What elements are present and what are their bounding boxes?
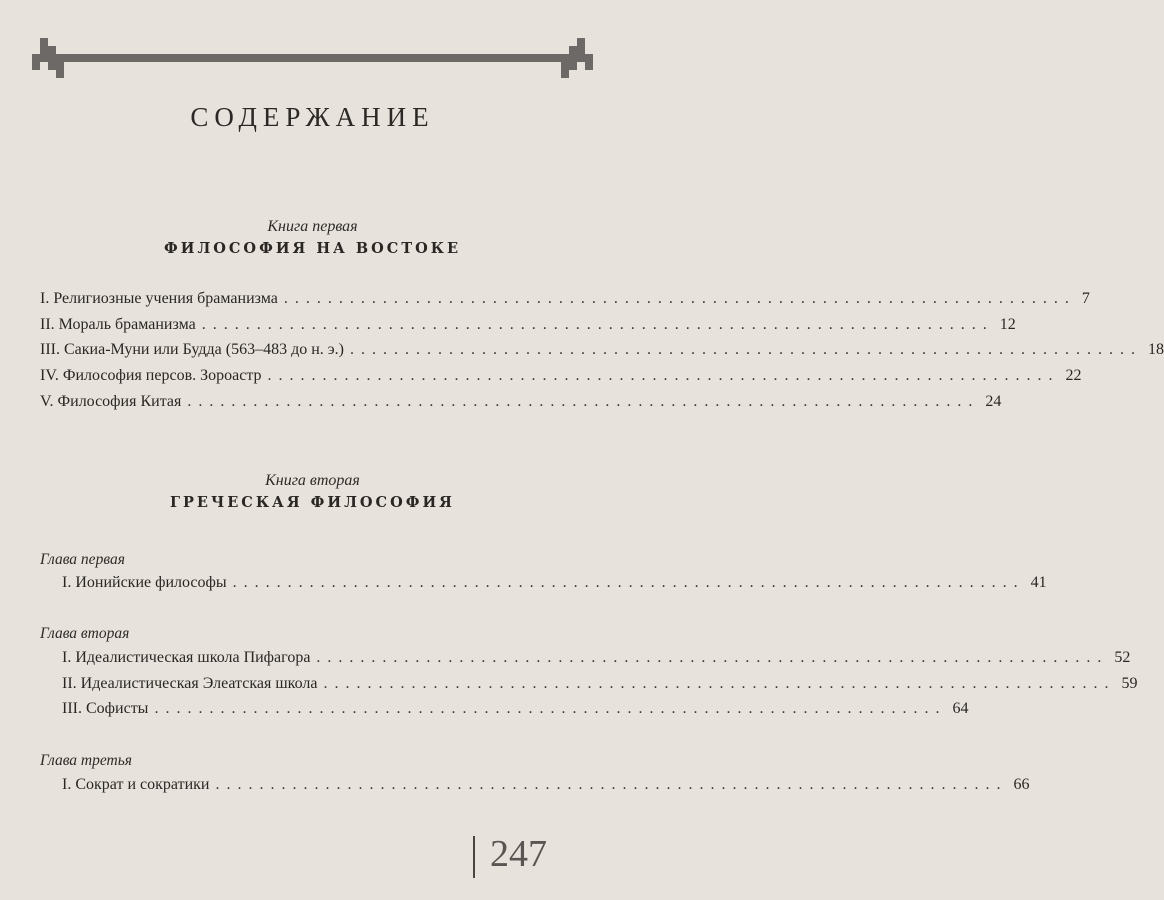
toc-entry[interactable] [62,700,969,724]
toc-entry[interactable] [62,649,1131,673]
leader-dots: ........................................................................ [232,574,1025,591]
toc-entry[interactable] [62,574,1047,598]
toc-entry-text: IV. Философия персов. Зороастр [40,367,262,384]
toc-entry[interactable] [40,341,1164,365]
leader-dots: ........................................................................ [154,700,947,717]
toc-entry-text: III. Сакиа-Муни или Будда (563–483 до н. э.) [40,341,344,358]
contents-title: СОДЕРЖАНИЕ [190,102,435,132]
toc-entry[interactable] [62,675,1138,699]
book-two-label: Книга вторая [265,472,360,489]
toc-entry-text: II. Идеалистическая Элеатская школа [62,675,318,692]
chapter-label: Глава вторая [40,625,130,642]
toc-entry-page: 22 [1065,367,1082,384]
toc-entry-page: 66 [1013,776,1030,793]
leader-dots: ........................................................................ [316,649,1109,666]
leader-dots: ........................................................................ [215,776,1008,793]
book-two-title: ГРЕЧЕСКАЯ ФИЛОСОФИЯ [170,494,455,511]
chapter-label: Глава первая [40,551,125,568]
toc-entry[interactable] [62,776,1030,800]
toc-entry[interactable] [40,393,1002,417]
toc-entry-page: 24 [985,393,1002,410]
toc-entry-text: III. Софисты [62,700,149,717]
toc-entry-page: 18 [1147,341,1164,358]
toc-entry[interactable] [40,367,1082,391]
leader-dots: ........................................................................ [187,393,980,410]
toc-entry-text: I. Идеалистическая школа Пифагора [62,649,311,666]
toc-entry[interactable] [40,316,1016,340]
leader-dots: ........................................................................ [283,290,1076,307]
book-one-title: ФИЛОСОФИЯ НА ВОСТОКЕ [163,240,462,257]
toc-entry-text: V. Философия Китая [40,393,182,410]
leader-dots: ........................................................................ [349,341,1142,358]
toc-entry-page: 41 [1030,574,1047,591]
leader-dots: ........................................................................ [201,316,994,333]
toc-entry-page: 64 [952,700,969,717]
leader-dots: ........................................................................ [267,367,1060,384]
chapter-label: Глава третья [40,752,133,769]
toc-entry-page: 59 [1121,675,1138,692]
book-one-label: Книга первая [267,218,358,235]
toc-entry-page: 12 [999,316,1016,333]
toc-entry-text: I. Сократ и сократики [62,776,210,793]
toc-entry-text: I. Религиозные учения браманизма [40,290,278,307]
page-number-rule [473,836,475,878]
leader-dots: ........................................................................ [323,675,1116,692]
header-ornament [0,22,625,92]
toc-entry-text: I. Ионийские философы [62,574,227,591]
toc-entry-text: II. Мораль браманизма [40,316,196,333]
page-number: 247 [490,833,547,875]
toc-entry-page: 52 [1114,649,1131,666]
toc-entry-page: 7 [1081,290,1090,307]
toc-entry[interactable] [40,290,1090,314]
